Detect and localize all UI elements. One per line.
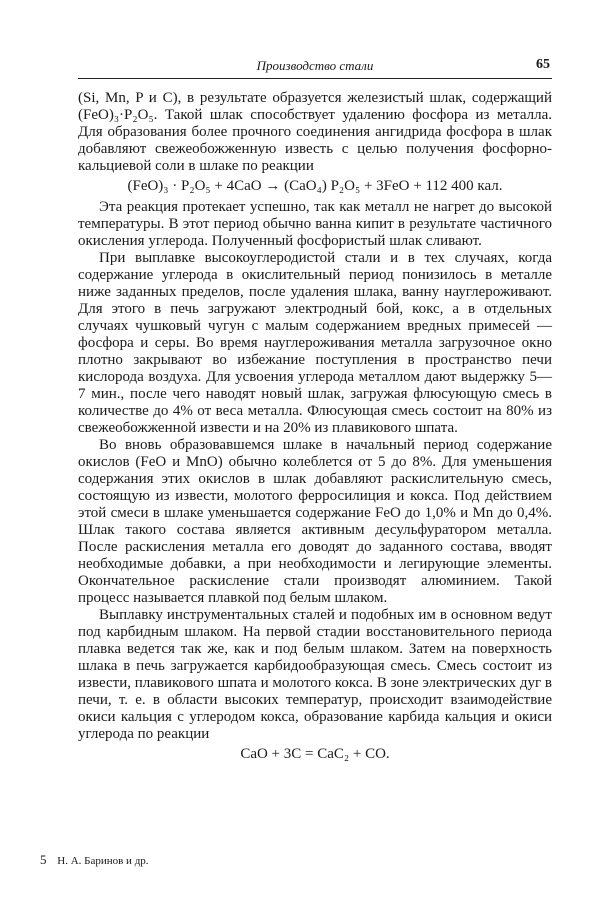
- signature-number: 5: [40, 852, 47, 867]
- formula-1: (FeO)₃ · P₂O₅ + 4CaO → (CaO₄) P₂O₅ + 3FeO + 112 400 кал.: [127, 178, 503, 194]
- signature-text: Н. А. Баринов и др.: [57, 855, 149, 867]
- page-number: 65: [536, 57, 550, 72]
- paragraph-4: Во вновь образовавшемся шлаке в начальный период содержание окислов (FeO и MnO) обычно колеблется от 5 до 8%. Для уменьшения содержания этих окислов в шлак добавляют раскислительную смесь, состоящую из извести, молотого ферросилиция и кокса. Под действием этой смеси в шлаке уменьшается содержание FeO до 1,0% и Mn до 0,4%. Шлак такого состава является активным десульфуратором металла. После раскисления металла его доводят до заданного состава, вводят необходимые добавки, а при необходимости и легирующие элементы. Окончательное раскисление стали производят алюминием. Такой процесс называется плавкой под белым шлаком.: [78, 437, 552, 606]
- formula-2: CaO + 3C = CaC₂ + CO.: [240, 746, 390, 762]
- body-text: [78, 90, 552, 767]
- running-head: [78, 56, 552, 79]
- footer-signature: [40, 852, 149, 868]
- paragraph-1: (Si, Mn, P и C), в результате образуется железистый шлак, содержащий (FeO)₃·P₂O₅. Такой шлак способствует удалению фосфора из металла. Для образования более прочного соединения ангидрида фосфора в шлак добавляют свежеобожженную известь с целью получения фосфорно-кальциевой соли в шлаке по реакции: [78, 90, 552, 174]
- running-title: Производство стали: [256, 58, 374, 73]
- paragraph-3: При выплавке высокоуглеродистой стали и в тех случаях, когда содержание углерода в окислительный период понизилось в металле ниже заданных пределов, после удаления шлака, ванну науглероживают. Для этого в печь загружают электродный бой, кокс, а в отдельных случаях чушковый чугун с малым содержанием вредных примесей — фосфора и серы. Во время науглероживания металла загрузочное окно плотно закрывают во избежание поступления в пространство печи кислорода воздуха. Для усвоения углерода металлом дают выдержку 5—7 мин., после чего наводят новый шлак, загружая флюсующую смесь в количестве до 4% от веса металла. Флюсующая смесь состоит на 80% из свежеобожженной извести и на 20% из плавикового шпата.: [78, 250, 552, 436]
- paragraph-2: Эта реакция протекает успешно, так как металл не нагрет до высокой температуры. В этот период обычно ванна кипит в результате частичного окисления углерода. Полученный фосфористый шлак сливают.: [78, 199, 552, 249]
- paragraph-5: Выплавку инструментальных сталей и подобных им в основном ведут под карбидным шлаком. На первой стадии восстановительного периода плавка ведется так же, как и под белым шлаком. Затем на поверхность шлака в печь загружается карбидообразующая смесь. Смесь состоит из извести, плавикового шпата и молотого кокса. В зоне электрических дуг в печи, т. е. в области высоких температур, происходит взаимодействие окиси кальция с углеродом кокса, образование карбида кальция и окиси углерода по реакции: [78, 607, 552, 742]
